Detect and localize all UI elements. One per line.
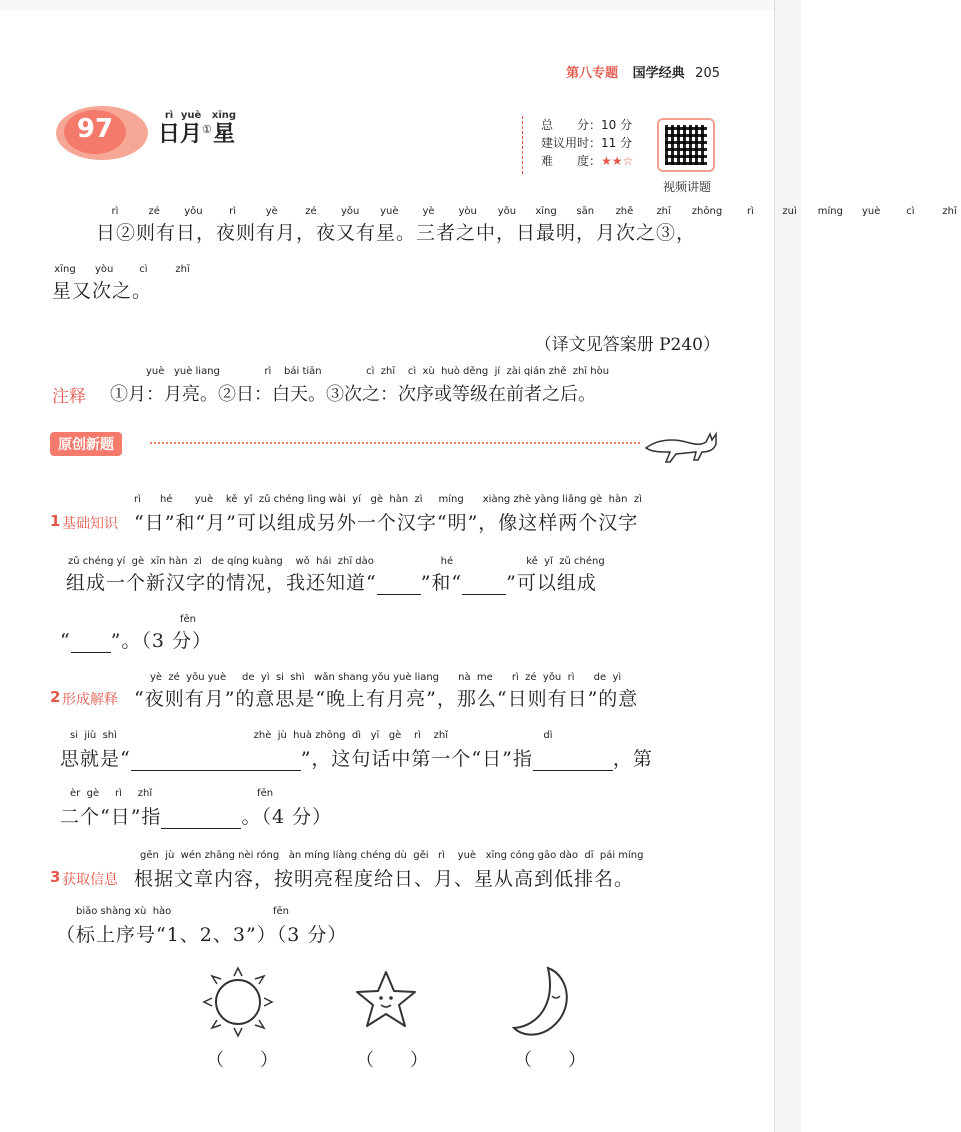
sun-answer-box[interactable]: （ ）	[206, 1050, 278, 1071]
passage-line2: 星又次之。	[52, 280, 153, 302]
q2-blank-2[interactable]	[533, 750, 613, 771]
notes-text: ①月：月亮。②日：白天。③次之：次序或等级在前者之后。	[110, 384, 596, 405]
q1-blank-1[interactable]	[377, 574, 421, 595]
notes	[110, 366, 609, 406]
lesson-number: 97	[76, 114, 114, 144]
pinyin-syllable: yòu	[458, 206, 477, 217]
pinyin-syllable: rì	[111, 206, 119, 217]
translation-reference: （译文见答案册 P240）	[534, 335, 720, 355]
title-note-mark: ①	[202, 123, 212, 136]
q2-line2-pinyin: si jiù shì zhè jù huà zhōng dì yī gè rì zhǐ dì	[70, 730, 553, 741]
q1-line2-b: ”和“	[420, 572, 463, 594]
sun-icon	[200, 964, 276, 1040]
pinyin-syllable: yè	[422, 206, 435, 217]
cat-icon	[642, 426, 722, 466]
q2-line2-b: ”，这句话中第一个“日”指	[300, 748, 533, 770]
q1-line3	[60, 626, 212, 653]
q3-line1: 根据文章内容，按明亮程度给日、月、星从高到低排名。	[134, 868, 635, 890]
question-3-number: 3	[50, 868, 61, 886]
q2-line3-b: 。（4 分）	[241, 806, 333, 828]
pinyin-syllable: rì	[229, 206, 236, 217]
notes-label: 注释	[52, 387, 86, 407]
pinyin-syllable: cì	[906, 206, 915, 217]
q2-line2	[60, 744, 653, 771]
difficulty-stars: ★★☆	[601, 154, 634, 168]
q1-line3-b: ”。（3 分）	[110, 630, 213, 652]
question-2-tag: 形成解释	[62, 692, 118, 708]
pinyin-syllable: yǒu	[497, 206, 517, 217]
page-header	[566, 62, 720, 81]
pinyin-syllable: xīng	[535, 206, 557, 217]
title-pinyin: yuè	[180, 110, 202, 122]
time-value: 11 分	[601, 136, 633, 150]
title-pinyin: xīng	[211, 110, 237, 122]
q1-line2	[66, 568, 597, 595]
notes-pinyin: yuè yuè liang rì bái tiān cì zhī cì xù huò děng jí zài qián zhě zhī hòu	[146, 366, 610, 377]
pinyin-syllable: míng	[817, 206, 843, 217]
question-1-tag: 基础知识	[62, 516, 118, 532]
q2-line3-a: 二个“日”指	[60, 806, 162, 828]
moon-answer-box[interactable]: （ ）	[514, 1050, 586, 1071]
pinyin-syllable: zuì	[782, 206, 797, 217]
star-icon	[350, 964, 422, 1036]
pinyin-syllable: zhī	[175, 264, 190, 275]
pinyin-syllable: zhě	[615, 206, 634, 217]
pinyin-syllable: rì	[746, 206, 754, 217]
passage-line1: 日②则有日，夜则有月，夜又有星。三者之中，日最明，月次之③，	[96, 222, 697, 244]
time-label: 建议用时：	[541, 136, 602, 150]
q1-line3-pinyin: fēn	[180, 614, 197, 625]
scan-edge-right	[774, 0, 801, 1132]
lesson-title	[158, 106, 236, 146]
pinyin-syllable: yuè	[861, 206, 881, 217]
header-book: 国学经典	[632, 66, 685, 81]
pinyin-syllable: zhī	[656, 206, 671, 217]
q3-line2: （标上序号“1、2、3”）（3 分）	[56, 924, 348, 946]
q1-line2-a: 组成一个新汉字的情况，我还知道“	[66, 572, 377, 594]
title-char: 星	[212, 121, 235, 148]
q2-blank-1[interactable]	[131, 750, 301, 771]
qr-code-icon	[665, 125, 707, 165]
pinyin-syllable: yuè	[380, 206, 399, 217]
title-pinyin: rì	[164, 110, 174, 122]
pinyin-syllable: yǒu	[184, 206, 203, 217]
q2-line1-pinyin: yè zé yǒu yuè de yì si shì wǎn shang yǒu yuè liang nà me rì zé yǒu rì de yì	[150, 672, 622, 683]
star-answer-box[interactable]: （ ）	[356, 1050, 428, 1071]
pinyin-syllable: zhōng	[691, 206, 723, 217]
q1-line2-c: ”可以组成	[506, 572, 597, 594]
pinyin-syllable: xīng	[54, 264, 76, 275]
section-banner: 原创新题	[50, 432, 122, 456]
moon-icon	[508, 964, 578, 1040]
page-number: 205	[695, 66, 720, 81]
q1-line2-pinyin: zǔ chéng yí gè xīn hàn zì de qíng kuàng wǒ hái zhī dào hé kě yǐ zǔ chéng	[68, 556, 605, 567]
score-label: 总 分：	[541, 118, 602, 132]
q1-blank-3[interactable]	[71, 632, 111, 653]
q1-blank-2[interactable]	[462, 574, 506, 595]
video-label: 视频讲题	[662, 180, 711, 194]
pinyin-syllable: sān	[576, 206, 595, 217]
pinyin-syllable: zé	[148, 206, 160, 217]
pinyin-syllable: cì	[139, 264, 148, 275]
pinyin-syllable: zhī	[942, 206, 957, 217]
q1-line1: “日”和“月”可以组成另外一个汉字“明”，像这样两个汉字	[134, 512, 639, 534]
q2-line2-a: 思就是“	[60, 748, 131, 770]
title-char: 月	[180, 121, 203, 148]
question-1-number: 1	[50, 512, 61, 530]
title-char: 日	[158, 121, 181, 148]
q2-line1: “夜则有月”的意思是“晚上有月亮”，那么“日则有日”的意	[134, 688, 639, 710]
score-value: 10 分	[601, 118, 633, 132]
q2-blank-3[interactable]	[161, 808, 241, 829]
pinyin-syllable: yǒu	[340, 206, 360, 217]
info-box	[522, 116, 669, 174]
header-topic: 第八专题	[566, 66, 619, 81]
passage-line2-pinyin	[54, 264, 194, 275]
pinyin-syllable: zé	[305, 206, 317, 217]
qr-code[interactable]	[657, 118, 715, 172]
difficulty-label: 难 度：	[541, 154, 602, 168]
q2-line3-pinyin: èr gè rì zhǐ fēn	[70, 788, 274, 799]
question-2-number: 2	[50, 688, 61, 706]
pinyin-syllable: yè	[265, 206, 278, 217]
q2-line3	[60, 802, 332, 829]
question-3-tag: 获取信息	[62, 872, 118, 888]
q1-line3-a: “	[60, 630, 71, 652]
q2-line2-c: ，第	[612, 748, 653, 770]
section-divider	[150, 442, 640, 444]
q3-line1-pinyin: gēn jù wén zhāng nèi róng àn míng liàng chéng dù gěi rì yuè xīng cóng gāo dào dī pái míng	[140, 850, 644, 861]
passage-line1-pinyin	[104, 206, 961, 217]
pinyin-syllable: yòu	[95, 264, 114, 275]
q3-line2-pinyin: biāo shàng xù hào fēn	[76, 906, 290, 917]
scan-edge-top	[0, 0, 800, 10]
q1-line1-pinyin: rì hé yuè kě yǐ zǔ chéng lìng wài yí gè hàn zì míng xiàng zhè yàng liǎng gè hàn zì	[134, 494, 642, 505]
